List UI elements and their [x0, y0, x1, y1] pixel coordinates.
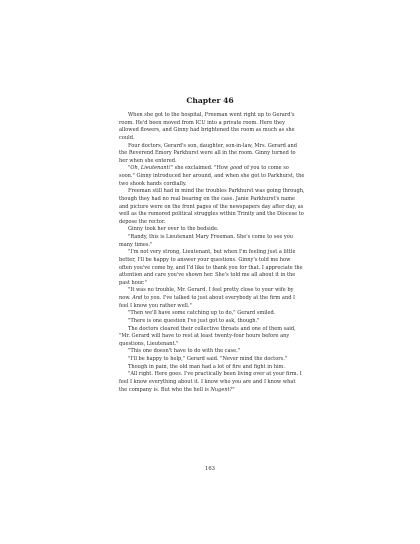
paragraph: "Then we'll have some catching up to do," Gerard smiled.: [128, 310, 276, 317]
chapter-title: Chapter 46: [186, 96, 234, 105]
paragraph: Ginny took her over to the bedside.: [128, 226, 219, 233]
chapter-body: [119, 112, 305, 394]
paragraph: Freeman still had in mind the troubles Parkhurst was going through, though they had no real bearing on the case. Janie Parkhurst's name and picture were on the front pages of the newspapers day after day, as well as the rumored political struggles within Trinity and the Diocese to depose the rector.: [119, 188, 305, 225]
paragraph: Though in pain, the old man had a lot of fire and fight in him.: [128, 363, 285, 370]
paragraph: "Oh, Lieutenant!" she exclaimed. "How good of you to come so soon." Ginny introduced her around, and when she got to Parkhurst, the two shook hands cordially.: [119, 165, 305, 187]
paragraph: The doctors cleared their collective throats and one of them said, "Mr. Gerard will have to rest at least twenty-four hours before any questions, Lieutenant.": [119, 325, 296, 347]
paragraph: "It was no trouble, Mr. Gerard. I feel pretty close to your wife by now. And to you. I've talked to just about everybody at the firm and I feel I know you rather well.": [119, 287, 296, 309]
paragraph: "This one doesn't have to do with the case.": [128, 348, 241, 355]
paragraph: "Randy, this is Lieutenant Mary Freeman. She's come to see you many times.": [119, 234, 294, 248]
paragraph: When she got to the hospital, Freeman went right up to Gerard's room. He'd been moved from ICU into a private room. Here they allowed flowers, and Ginny had brightened the room as much as she could.: [119, 112, 295, 141]
page-number: 163: [205, 466, 215, 472]
paragraph: "I'll be happy to help," Gerard said. "Never mind the doctors.": [128, 356, 288, 362]
paragraph: "All right. Here goes. I've practically been living over at your firm. I feel I know everything about it. I know who you are and I know what the company is. But who the hell is Nugent?": [119, 371, 302, 393]
paragraph: "I'm not very strong, Lieutenant, but when I'm feeling just a little better, I'll be happy to answer your questions. Ginny's told me how often you've come by, and I'd like to thank you for that. I appreciate the attention and care you've shown her. She's told me all about it in the past hour.": [119, 249, 303, 286]
paragraph: Four doctors, Gerard's son, daughter, son-in-law, Mrs. Gerard and the Reverend Emory Parkhurst were all in the room. Ginny turned to her when she entered.: [119, 142, 297, 164]
paragraph: "There is one question I've just got to ask, though.": [128, 317, 260, 324]
